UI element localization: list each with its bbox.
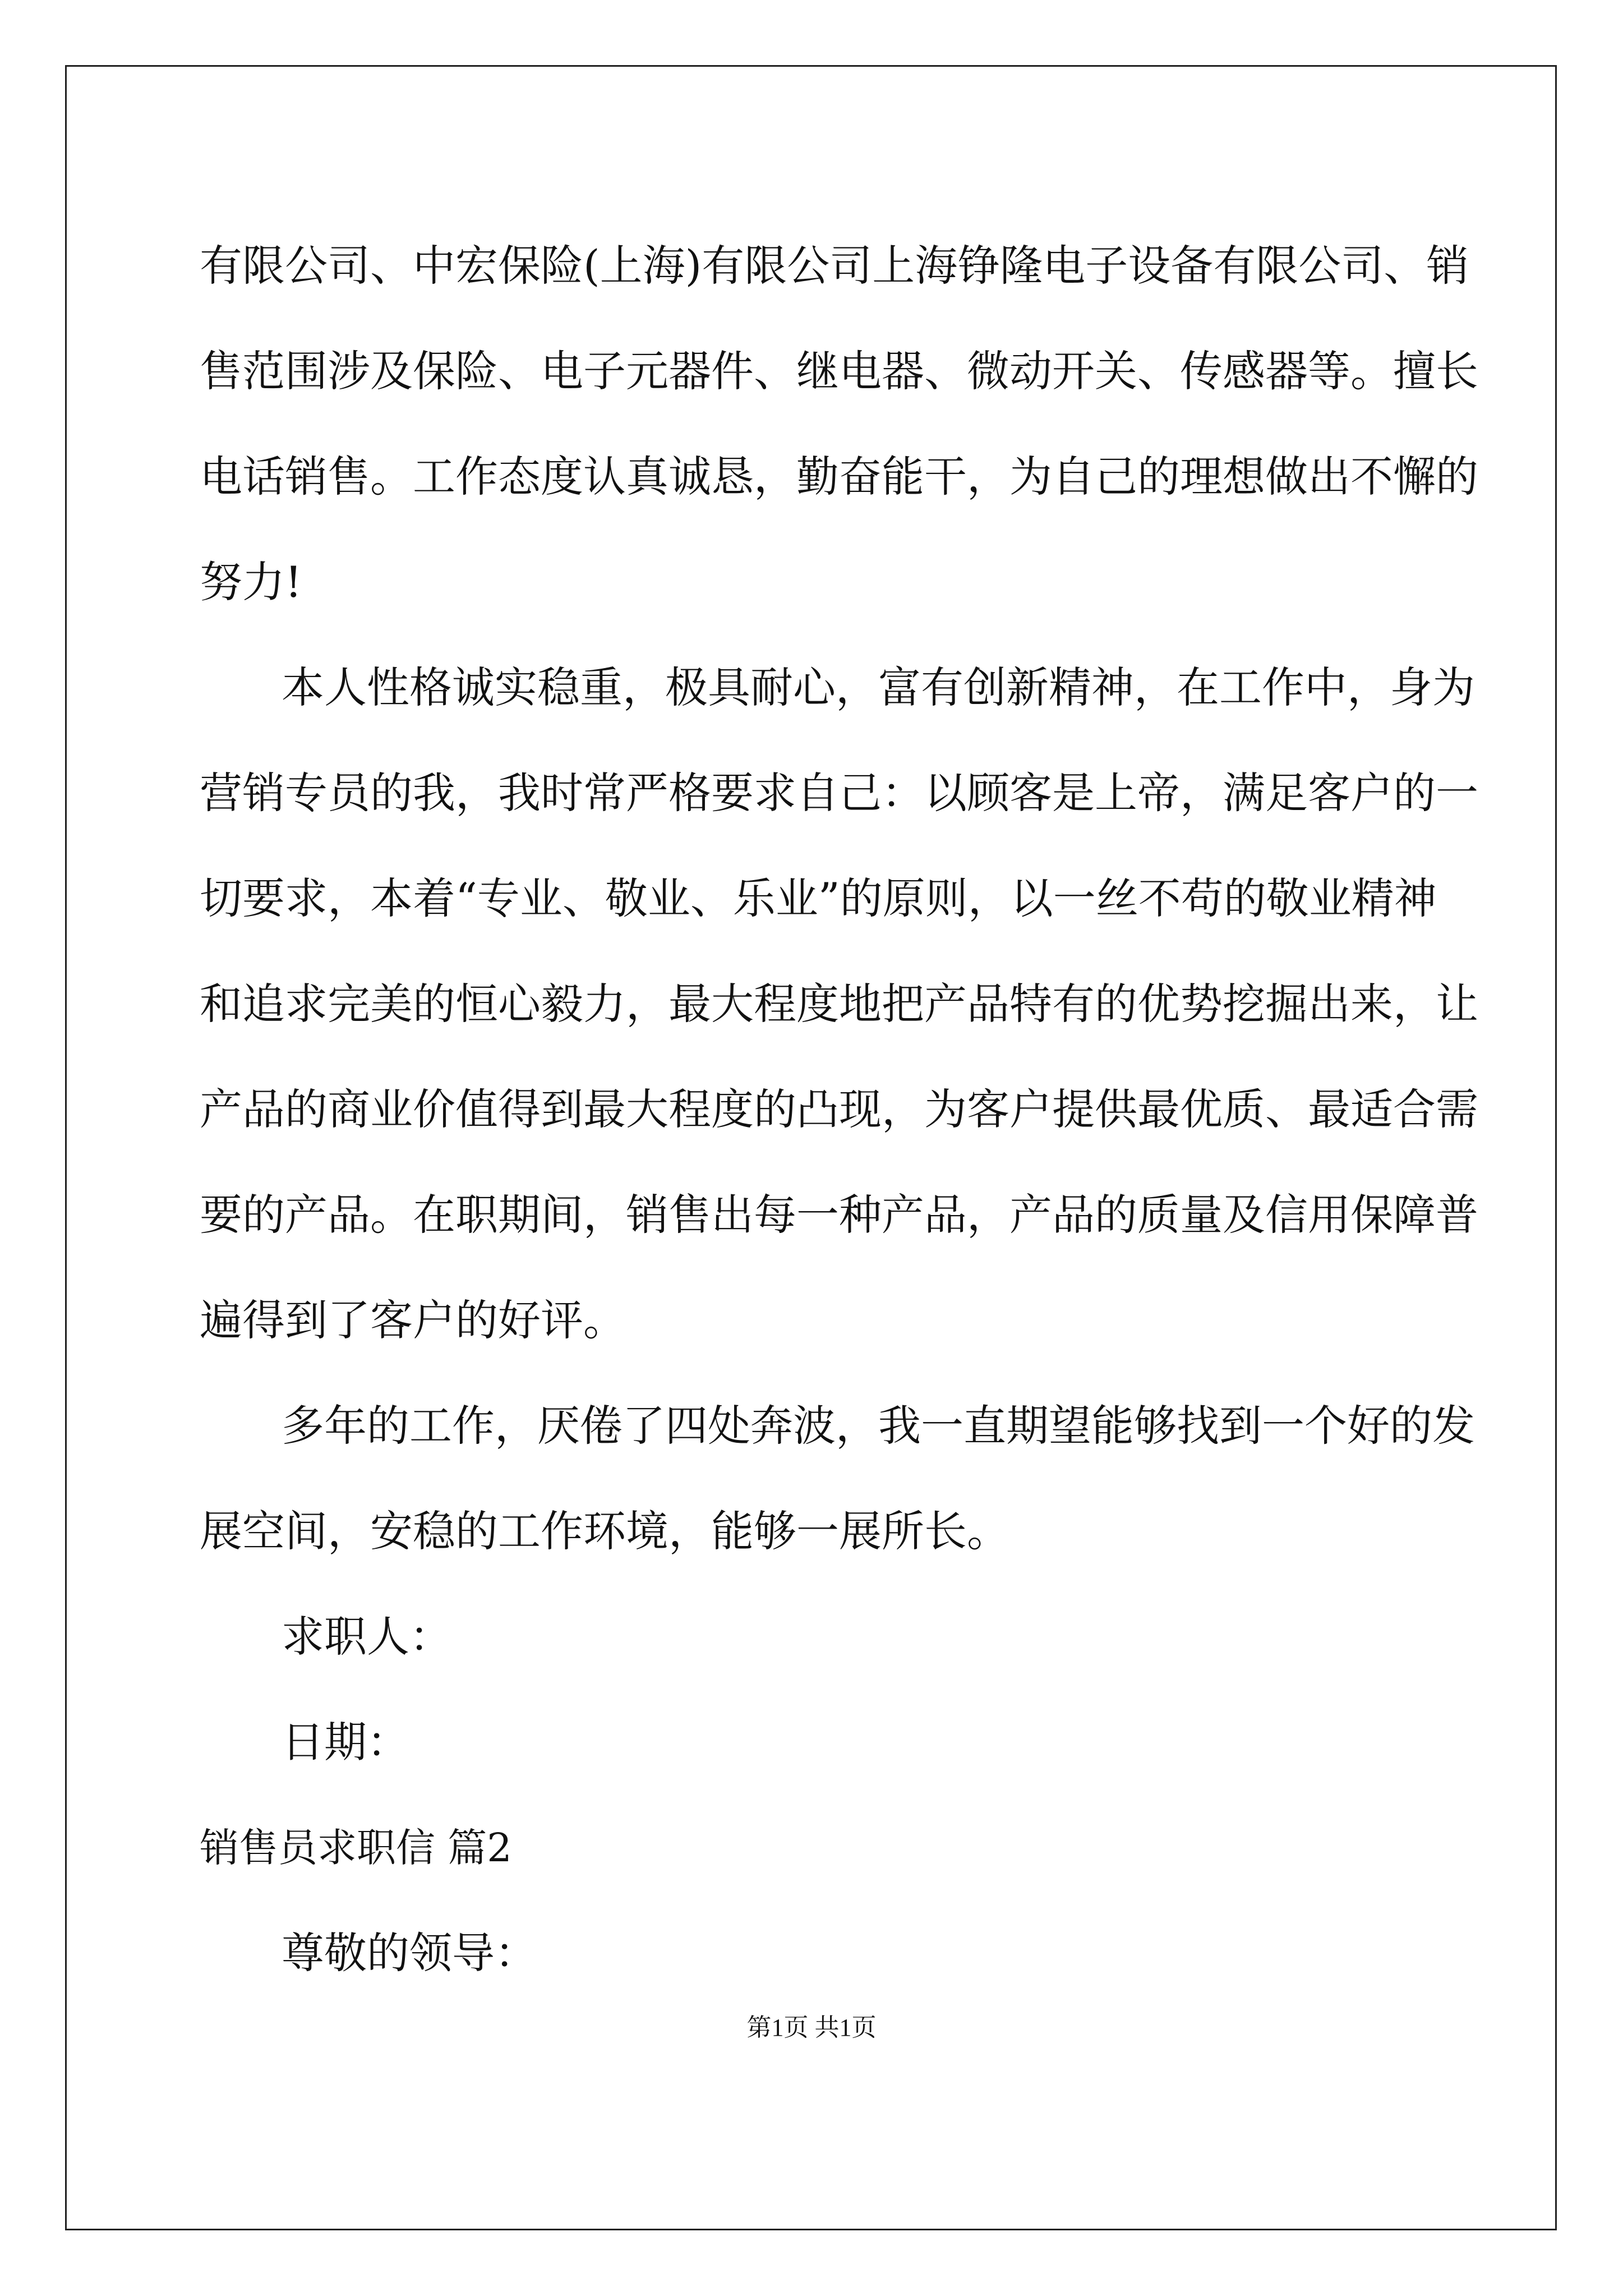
- paragraph-line: 展空间，安稳的工作环境，能够一展所长。: [200, 1506, 1009, 1556]
- paragraph-line: 营销专员的我，我时常严格要求自己：以顾客是上帝，满足客户的一: [200, 768, 1478, 818]
- paragraph-line: 努力!: [200, 557, 302, 607]
- salutation: 尊敬的领导：: [282, 1928, 537, 1978]
- paragraph-line: 电话销售。工作态度认真诚恳，勤奋能干，为自己的理想做出不懈的: [200, 452, 1478, 501]
- paragraph-line: 和追求完美的恒心毅力，最大程度地把产品特有的优势挖掘出来，让: [200, 979, 1478, 1029]
- paragraph-line: 本人性格诚实稳重，极具耐心，富有创新精神，在工作中，身为: [282, 662, 1475, 712]
- paragraph-line: 产品的商业价值得到最大程度的凸现，为客户提供最优质、最适合需: [200, 1084, 1478, 1134]
- section-heading: 销售员求职信 篇2: [200, 1825, 512, 1871]
- applicant-label: 求职人：: [282, 1612, 452, 1662]
- page-number: 第1页 共1页: [746, 2014, 877, 2041]
- date-label: 日期：: [282, 1717, 409, 1767]
- paragraph-line: 有限公司、中宏保险(上海)有限公司上海铮隆电子设备有限公司、销: [200, 241, 1469, 291]
- document-body: [200, 213, 1478, 2006]
- paragraph-line: 售范围涉及保险、电子元器件、继电器、微动开关、传感器等。擅长: [200, 346, 1478, 396]
- paragraph-line: 遍得到了客户的好评。: [200, 1295, 626, 1345]
- paragraph-line: 多年的工作，厌倦了四处奔波，我一直期望能够找到一个好的发: [282, 1401, 1475, 1451]
- paragraph-line: 切要求，本着“专业、敬业、乐业”的原则，以一丝不苟的敬业精神: [200, 873, 1437, 923]
- paragraph-line: 要的产品。在职期间，销售出每一种产品，产品的质量及信用保障普: [200, 1190, 1478, 1240]
